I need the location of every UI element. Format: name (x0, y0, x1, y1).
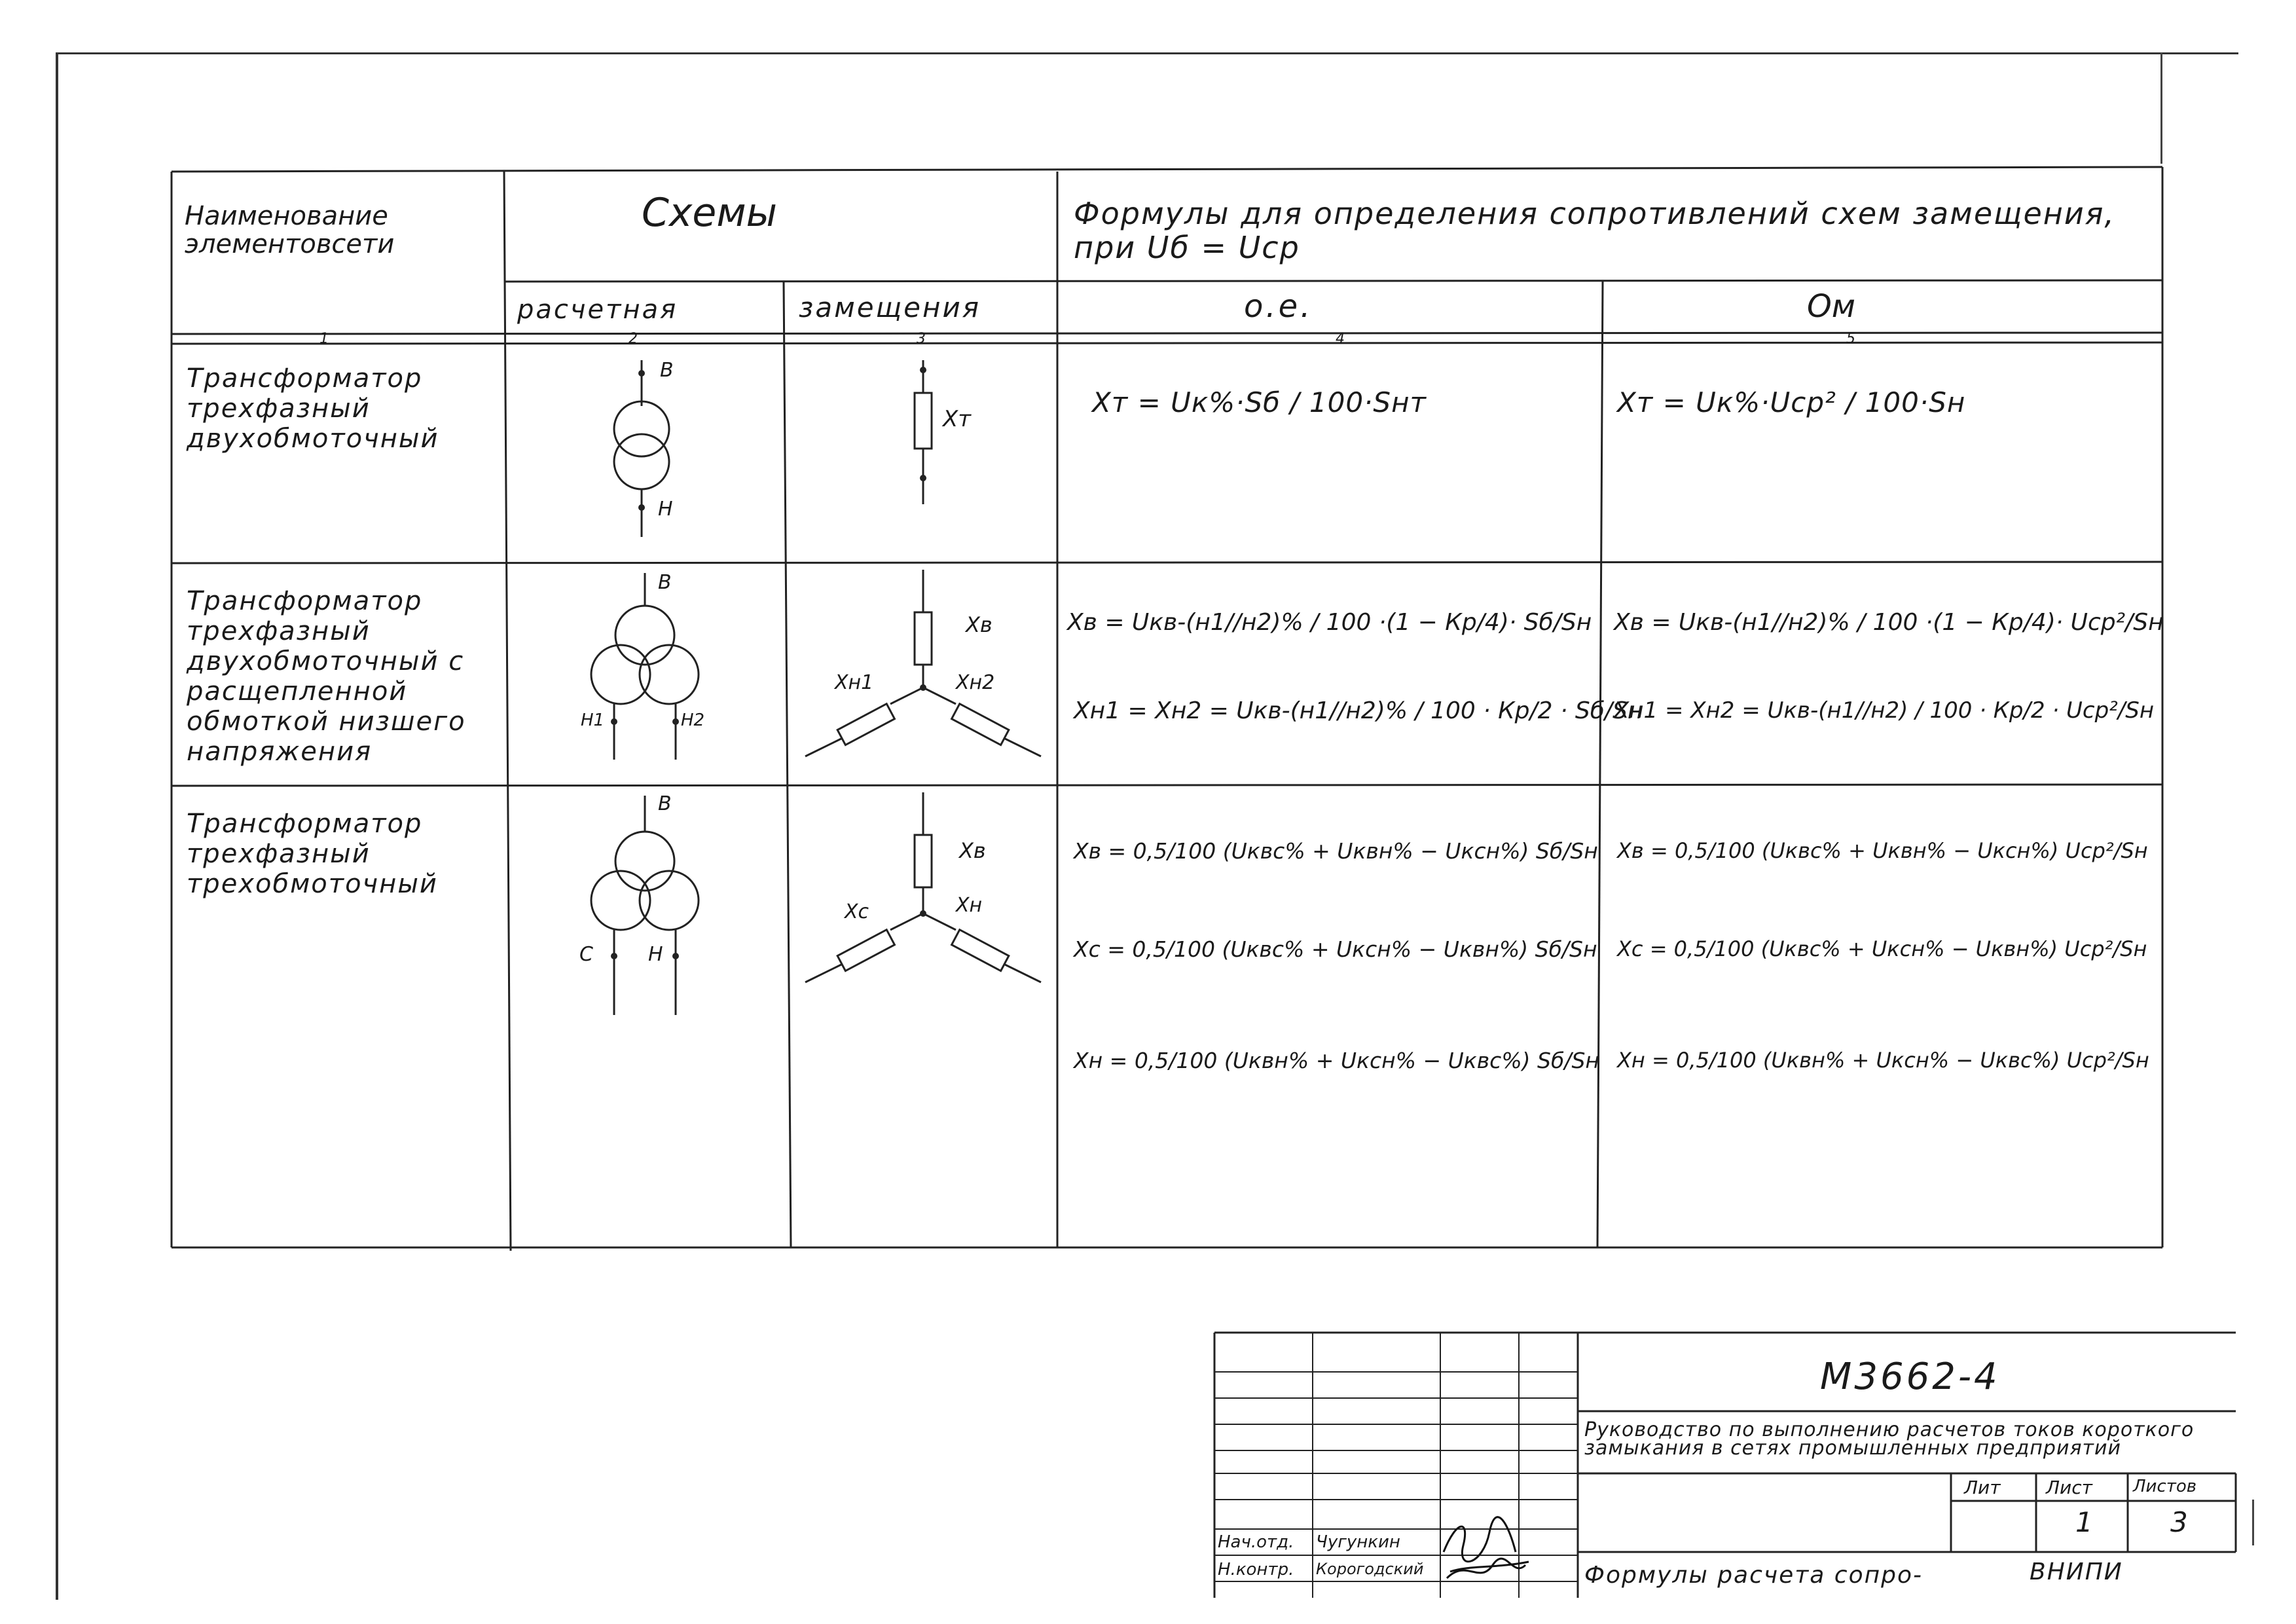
header-schemes-calc: расчетная (517, 295, 678, 325)
row2-sub-label-xh1: Хн1 (835, 671, 874, 694)
stamp-title: Руководство по выполнению расчетов токов короткого замыкания в сетях промышленных предприятий (1584, 1418, 2195, 1460)
row2-formula-ohm-2: Хн1 = Хн2 = Uкв-(н1//н2) / 100 · Кр/2 · Uср²/Sн (1614, 697, 2155, 724)
header-schemes-sub: замещения (799, 291, 981, 323)
row2-sub-label-xb: Хв (966, 612, 993, 637)
row2-sub-label-xh2: Хн2 (956, 671, 995, 694)
row3-formula-ohm-3: Хн = 0,5/100 (Uквн% + Uксн% − Uквс%) Uср²/Sн (1617, 1048, 2149, 1073)
stamp-code: М3662-4 (1820, 1356, 2000, 1398)
stamp-org: ВНИПИ (2030, 1559, 2123, 1585)
col-number-3: 3 (917, 331, 926, 347)
row1-name: Трансформатор трехфазный двухобмоточный (187, 363, 439, 454)
row3-formula-ohm-1: Хв = 0,5/100 (Uквс% + Uквн% − Uксн%) Uср²/Sн (1617, 838, 2148, 863)
col-number-5: 5 (1846, 331, 1855, 347)
row1-formula-pu: Хт = Uк%·Sб / 100·Sнт (1092, 386, 1427, 418)
row1-calc-label-h: Н (658, 498, 673, 521)
stamp-role-2: Н.контр. (1218, 1560, 1294, 1579)
row2-calc-label-h1: Н1 (581, 710, 605, 730)
row2-calc-label-b: В (658, 571, 672, 594)
row1-formula-ohm: Хт = Uк%·Uср² / 100·Sн (1617, 386, 1966, 418)
row3-sub-label-xb: Хв (959, 838, 986, 863)
header-name-line2: элементовсети (185, 229, 395, 259)
right-edge-mark (2252, 1500, 2254, 1545)
row1-sub-label-xt: Хт (943, 406, 972, 432)
row3-formula-pu-3: Хн = 0,5/100 (Uквн% + Uксн% − Uквс%) Sб/Sн (1074, 1048, 1599, 1073)
header-formulas-pu: о.е. (1244, 288, 1313, 325)
row3-formula-ohm-2: Хс = 0,5/100 (Uквс% + Uксн% − Uквн%) Uср²/Sн (1617, 936, 2147, 961)
stamp-doc-name: Формулы расчета сопро- (1584, 1562, 1923, 1589)
row3-calc-label-c: С (579, 943, 593, 966)
header-formulas-ohm: Ом (1807, 288, 1855, 325)
stamp-sheets-label: Листов (2133, 1477, 2197, 1496)
row3-sub-label-xc: Хс (845, 900, 869, 923)
stamp-sheets-value: 3 (2170, 1506, 2188, 1538)
row2-formula-pu-2: Хн1 = Хн2 = Uкв-(н1//н2)% / 100 · Кр/2 · Sб/Sн (1074, 697, 1643, 724)
signature-2 (1440, 1552, 1532, 1591)
stamp-person-1: Чугункин (1316, 1532, 1400, 1552)
stamp-lit-label: Лит (1964, 1477, 2001, 1498)
row3-calc-label-h: Н (648, 943, 663, 966)
col-number-2: 2 (629, 331, 638, 347)
row1-calc-label-b: В (660, 359, 674, 382)
row3-formula-pu-2: Хс = 0,5/100 (Uквс% + Uксн% − Uквн%) Sб/Sн (1074, 936, 1597, 962)
row2-formula-pu-1: Хв = Uкв-(н1//н2)% / 100 ·(1 − Кр/4)· Sб/Sн (1067, 609, 1592, 636)
row3-name: Трансформатор трехфазный трехобмоточный (187, 809, 438, 899)
row3-calc-label-b: В (658, 792, 672, 815)
row3-sub-label-xh: Хн (956, 894, 983, 917)
col-number-4: 4 (1336, 331, 1345, 347)
stamp-person-2: Корогодский (1316, 1560, 1424, 1578)
header-name-line1: Наименование (185, 201, 388, 231)
col-number-1: 1 (319, 331, 329, 347)
row2-name: Трансформатор трехфазный двухобмоточный с расщепленной обмоткой низшего напряжения (187, 586, 466, 767)
stamp-sheet-label: Лист (2046, 1477, 2092, 1498)
header-schemes: Схемы (642, 190, 777, 236)
stamp-sheet-value: 1 (2075, 1506, 2093, 1538)
row2-formula-ohm-1: Хв = Uкв-(н1//н2)% / 100 ·(1 − Кр/4)· Uср²/Sн (1614, 609, 2164, 636)
header-formulas: Формулы для определения сопротивлений схем замещения, при Uб = Uср (1074, 196, 2116, 265)
row3-formula-pu-1: Хв = 0,5/100 (Uквс% + Uквн% − Uксн%) Sб/Sн (1074, 838, 1598, 864)
stamp-role-1: Нач.отд. (1218, 1532, 1294, 1552)
row2-calc-label-h2: Н2 (681, 710, 705, 730)
